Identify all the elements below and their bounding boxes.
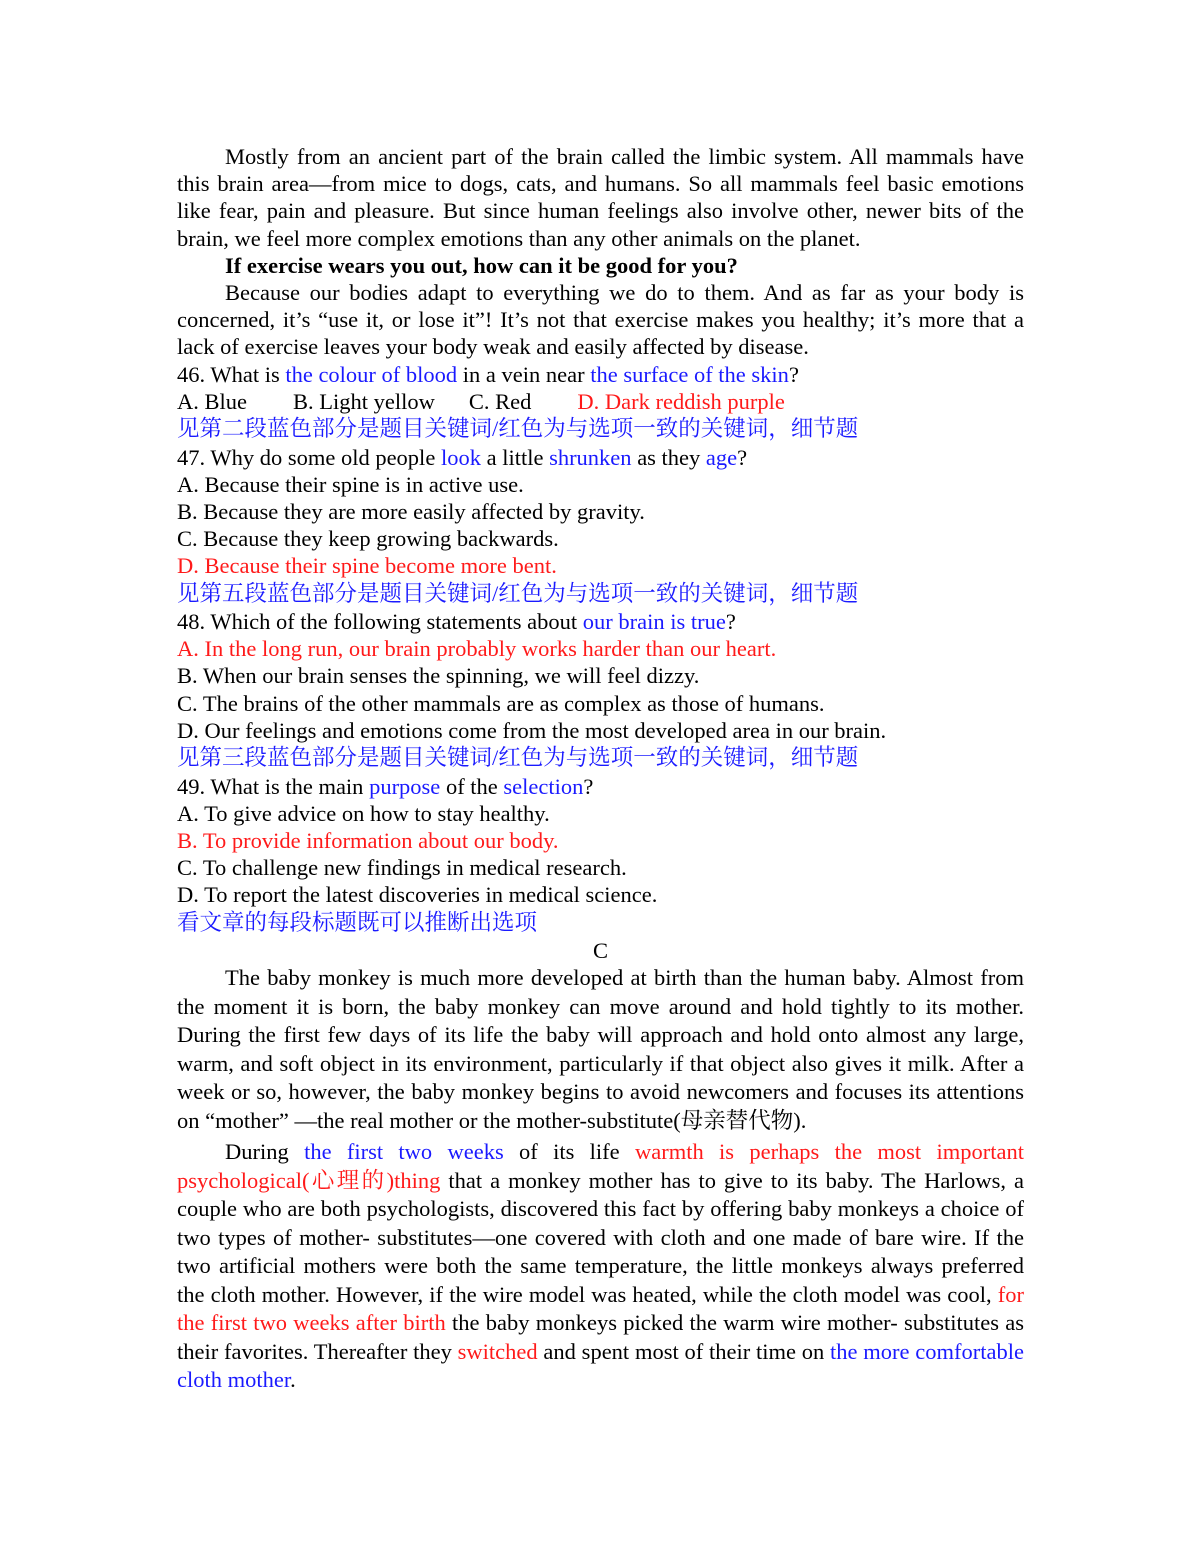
answer-keyword: switched — [457, 1338, 538, 1364]
option-a: A. To give advice on how to stay healthy. — [177, 800, 550, 826]
option-a-answer: A. In the long run, our brain probably works harder than our heart. — [177, 636, 777, 662]
question-47-note: 见第五段蓝色部分是题目关键词/红色为与选项一致的关键词，细节题 — [177, 580, 859, 606]
paragraph-baby-monkey: The baby monkey is much more developed at birth than the human baby. Almost from the moment it is born, the baby monkey can move around and hold tightly to its mother. During the first few days of its life the baby will approach and hold onto almost any large, warm, and soft object in its environment, particularly if that object also gives it milk. After a week or so, however, the baby monkey begins to avoid newcomers and focuses its attentions on “mother” —the real mother or the mother-substitute(母亲替代物). — [177, 965, 1024, 1133]
option-d: D. To report the latest discoveries in medical science. — [177, 882, 658, 908]
option-a: A. Because their spine is in active use. — [177, 471, 524, 497]
paragraph-harlows-experiment: During the first two weeks of its life warmth is perhaps the most important psychological(心理的)thing that a monkey mother has to give to its baby. The Harlows, a couple who are both psychologists, discovered this fact by offering baby monkeys a choice of two types of mother- substitutes—one covered with cloth and one made of bare wire. If the two artificial mothers were both the same temperature, the little monkeys always preferred the cloth mother. However, if the wire model was heated, while the cloth model was cool, for the first two weeks after birth the baby monkeys picked the warm wire mother- substitutes as their favorites. Thereafter they switched and spent most of their time on the more comfortable cloth mother. — [177, 1139, 1024, 1393]
option-c: C. To challenge new findings in medical research. — [177, 855, 627, 881]
keyword: purpose — [369, 773, 441, 799]
keyword: the colour of blood — [285, 361, 458, 387]
question-49-note: 看文章的每段标题既可以推断出选项 — [177, 909, 538, 935]
keyword: the first two weeks — [304, 1139, 504, 1165]
answer-keyword: for the first two weeks after birth — [177, 1281, 1024, 1336]
option-c: C. Red — [468, 388, 532, 414]
question-46: 46. What is the colour of blood in a vein near the surface of the skin? — [177, 361, 799, 387]
keyword: selection — [503, 773, 584, 799]
option-b: B. Light yellow — [293, 388, 435, 414]
keyword: shrunken — [549, 444, 632, 470]
question-46-options — [177, 388, 1024, 415]
question-48: 48. Which of the following statements about our brain is true? — [177, 609, 736, 635]
option-d: D. Our feelings and emotions come from the most developed area in our brain. — [177, 717, 887, 743]
option-b-answer: B. To provide information about our body. — [177, 827, 559, 853]
keyword: look — [440, 444, 481, 470]
question-46-note: 见第二段蓝色部分是题目关键词/红色为与选项一致的关键词，细节题 — [177, 416, 859, 442]
answer-keyword: warmth is perhaps the most important psychological(心理的)thing — [177, 1139, 1024, 1193]
question-47: 47. Why do some old people look a little shrunken as they age? — [177, 444, 748, 470]
option-c: C. The brains of the other mammals are as complex as those of humans. — [177, 690, 825, 716]
option-d-answer: D. Because their spine become more bent. — [177, 553, 557, 579]
question-48-note: 见第三段蓝色部分是题目关键词/红色为与选项一致的关键词，细节题 — [177, 745, 859, 771]
option-b: B. Because they are more easily affected by gravity. — [177, 498, 645, 524]
option-b: B. When our brain senses the spinning, we will feel dizzy. — [177, 663, 700, 689]
question-49: 49. What is the main purpose of the selection? — [177, 773, 594, 799]
keyword: the more comfortable cloth mother — [177, 1338, 1024, 1393]
paragraph-exercise: Because our bodies adapt to everything we do to them. And as far as your body is concerned, it’s “use it, or lose it”! It’s not that exercise makes you healthy; it’s more that a lack of exercise leaves your body weak and easily affected by disease. — [177, 280, 1024, 360]
keyword: the surface of the skin — [590, 361, 789, 387]
option-c: C. Because they keep growing backwards. — [177, 526, 559, 552]
keyword: age — [705, 444, 738, 470]
heading-exercise: If exercise wears you out, how can it be good for you? — [225, 252, 738, 278]
paragraph-limbic-system: Mostly from an ancient part of the brain called the limbic system. All mammals have this brain area—from mice to dogs, cats, and humans. So all mammals feel basic emotions like fear, pain and pleasure. But since human feelings also involve other, newer bits of the brain, we feel more complex emotions than any other animals on the planet. — [177, 144, 1024, 251]
keyword: our brain is true — [582, 609, 726, 635]
option-d-answer: D. Dark reddish purple — [577, 388, 785, 414]
section-heading-c: C — [592, 938, 608, 964]
option-a: A. Blue — [177, 388, 247, 414]
document-page — [177, 143, 1024, 1395]
